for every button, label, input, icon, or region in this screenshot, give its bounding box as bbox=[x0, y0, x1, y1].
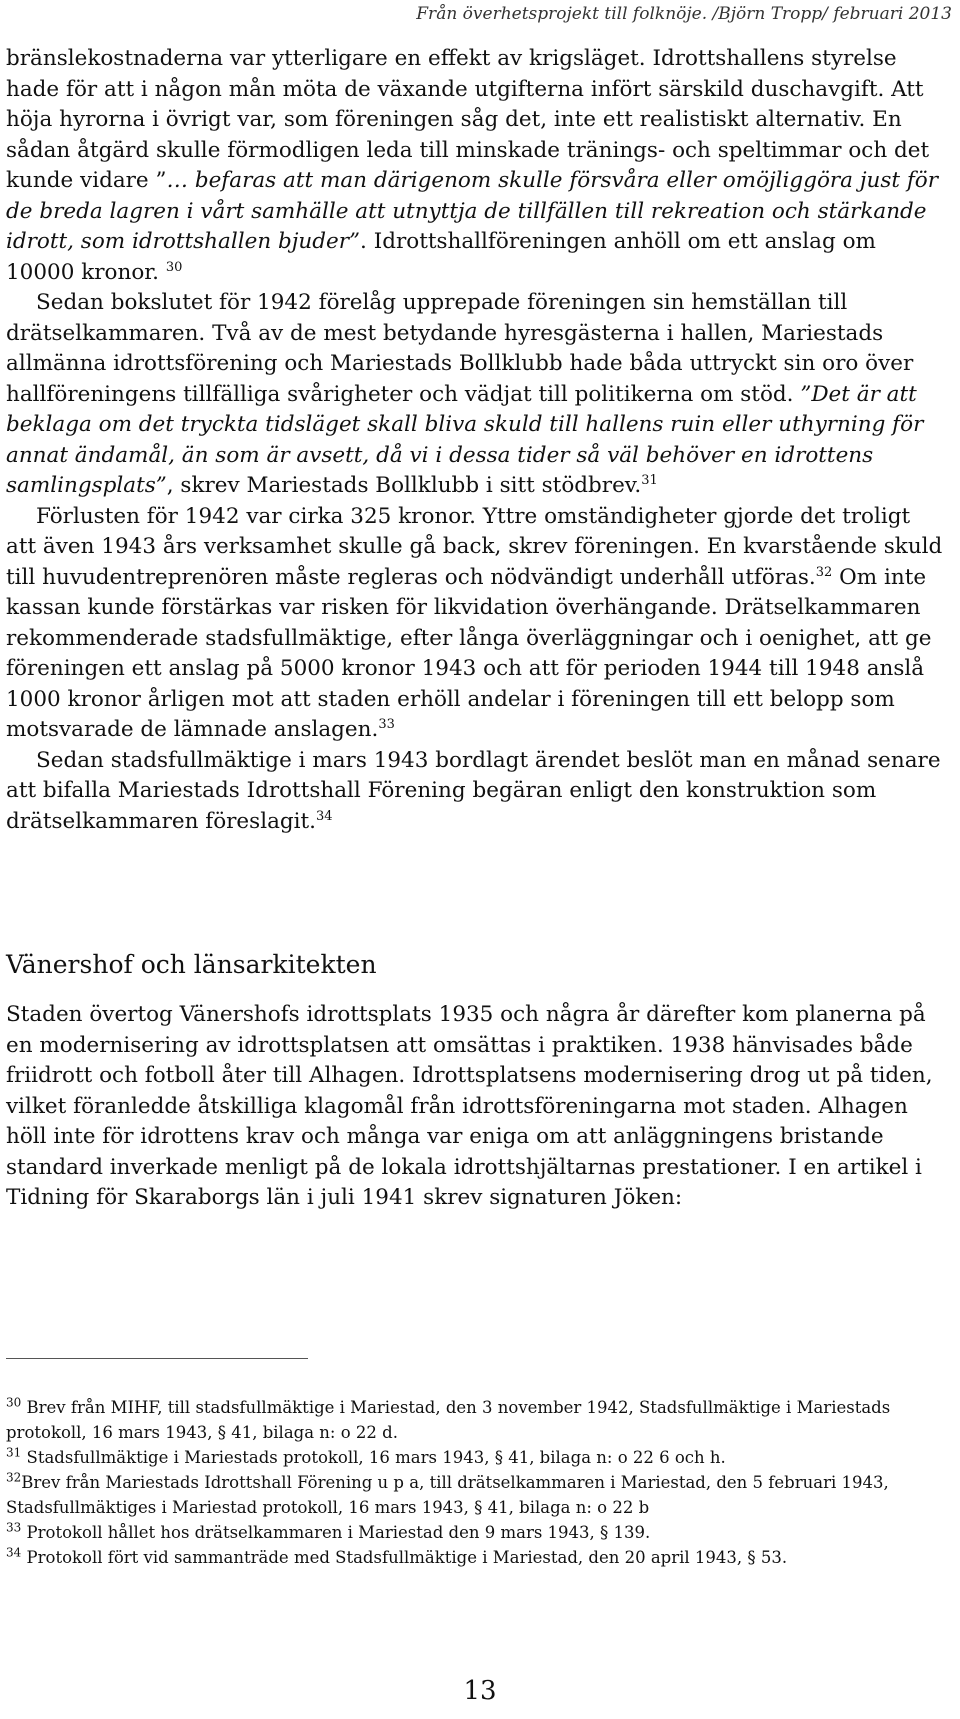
body-text-upper bbox=[6, 44, 946, 837]
paragraph-4-text: Sedan stadsfullmäktige i mars 1943 bordlagt ärendet beslöt man en månad senare att bifalla Mariestads Idrottshall Förening begäran enligt den konstruktion som drätselkammaren föreslagit. bbox=[6, 747, 941, 834]
footnote-number: 31 bbox=[6, 1445, 22, 1460]
quote-1: … befaras att man därigenom skulle försvåra eller omöjliggöra just för de breda lagren i vårt samhälle att utnyttja de tillfällen till rekreation och stärkande idrott, som idrottshallen bjuder” bbox=[6, 168, 939, 254]
footnote-ref-33[interactable]: 33 bbox=[378, 716, 395, 732]
paragraph-3 bbox=[6, 502, 946, 746]
footnotes bbox=[6, 1395, 946, 1570]
footnote-text: Brev från MIHF, till stadsfullmäktige i Mariestad, den 3 november 1942, Stadsfullmäktige i Mariestads protokoll, 16 mars 1943, § 41, bilaga n: o 22 d. bbox=[6, 1398, 891, 1442]
footnote-text: Protokoll hållet hos drätselkammaren i Mariestad den 9 mars 1943, § 139. bbox=[21, 1523, 651, 1542]
paragraph-1-tail: . Idrottshallföreningen anhöll om ett anslag om 10000 kronor. bbox=[6, 229, 876, 285]
footnote-text: Brev från Mariestads Idrottshall Förening u p a, till drätselkammaren i Mariestad, den 5 februari 1943, Stadsfullmäktiges i Mariestad protokoll, 16 mars 1943, § 41, bilaga n: o 22 b bbox=[6, 1473, 889, 1517]
footnote-34 bbox=[6, 1545, 946, 1570]
footnote-number: 33 bbox=[6, 1520, 22, 1535]
paragraph-1 bbox=[6, 44, 946, 288]
footnote-33 bbox=[6, 1520, 946, 1545]
footnote-number: 30 bbox=[6, 1395, 22, 1410]
footnote-ref-30[interactable]: 30 bbox=[165, 259, 183, 275]
section-heading: Vänershof och länsarkitekten bbox=[6, 950, 377, 979]
page-number: 13 bbox=[463, 1676, 497, 1706]
footnote-text: Protokoll fört vid sammanträde med Stadsfullmäktige i Mariestad, den 20 april 1943, § 53. bbox=[21, 1548, 788, 1567]
paragraph-2-text: Sedan bokslutet för 1942 förelåg upprepade föreningen sin hemställan till drätselkammaren. Två av de mest betydande hyresgästerna i hallen, Mariestads allmänna idrottsförening och Mariestads Bollklubb hade båda uttryckt sin oro över hallföreningens tillfälliga svårigheter och vädjat till politikerna om stöd. bbox=[6, 290, 914, 407]
paragraph-2 bbox=[6, 288, 946, 502]
paragraph-1-text: bränslekostnaderna var ytterligare en effekt av krigsläget. Idrottshallens styrelse hade för att i någon mån möta de växande utgifterna infört särskild duschavgift. Att höja hyrorna i övrigt var, som föreningen såg det, inte ett realistiskt alternativ. En sådan åtgärd skulle förmodligen leda till minskade tränings- och speltimmar och det kunde vidare ” bbox=[6, 46, 930, 193]
footnote-30 bbox=[6, 1395, 946, 1445]
paragraph-3-text: Förlusten för 1942 var cirka 325 kronor. Yttre omständigheter gjorde det troligt att även 1943 års verksamhet skulle gå back, skrev föreningen. En kvarstående skuld till huvudentreprenören måste regleras och nödvändigt underhåll utföras. bbox=[6, 503, 943, 590]
footnote-32 bbox=[6, 1470, 946, 1520]
footnote-ref-32[interactable]: 32 bbox=[815, 564, 833, 580]
paragraph-2-tail: , skrev Mariestads Bollklubb i sitt stödbrev. bbox=[166, 473, 642, 498]
paragraph-3-tail: Om inte kassan kunde förstärkas var risken för likvidation överhängande. Drätselkammaren rekommenderade stadsfullmäktige, efter långa överläggningar och i oenighet, att ge föreningen ett anslag på 5000 kronor 1943 och att för perioden 1944 till 1948 anslå 1000 kronor årligen mot att staden erhöll andelar i föreningen till ett belopp som motsvarade de lämnade anslagen. bbox=[6, 564, 932, 742]
footnote-ref-34[interactable]: 34 bbox=[316, 808, 333, 824]
footnote-31 bbox=[6, 1445, 946, 1470]
footnote-number: 34 bbox=[6, 1545, 22, 1560]
footnote-divider bbox=[6, 1358, 308, 1359]
footnote-ref-31[interactable]: 31 bbox=[641, 472, 658, 488]
footnote-number: 32 bbox=[6, 1470, 22, 1485]
paragraph-4 bbox=[6, 746, 946, 838]
running-header: Från överhetsprojekt till folknöje. /Björn Tropp/ februari 2013 bbox=[416, 4, 952, 24]
paragraph-5: Staden övertog Vänershofs idrottsplats 1935 och några år därefter kom planerna på en modernisering av idrottsplatsen att omsättas i praktiken. 1938 hänvisades både friidrott och fotboll åter till Alhagen. Idrottsplatsens modernisering drog ut på tiden, vilket föranledde åtskilliga klagomål från idrottsföreningarna mot staden. Alhagen höll inte för idrottens krav och många var eniga om att anläggningens bristande standard inverkade menligt på de lokala idrottshjältarnas prestationer. I en artikel i Tidning för Skaraborgs län i juli 1941 skrev signaturen Jöken: bbox=[6, 1002, 933, 1210]
footnote-text: Stadsfullmäktige i Mariestads protokoll, 16 mars 1943, § 41, bilaga n: o 22 6 och h. bbox=[21, 1448, 726, 1467]
body-text-lower bbox=[6, 1000, 946, 1214]
quote-2: ”Det är att beklaga om det tryckta tidsläget skall bliva skuld till hallens ruin eller uthyrning för annat ändamål, än som är avsett, då vi i dessa tider så väl behöver en idrottens samlingsplats” bbox=[6, 381, 924, 498]
